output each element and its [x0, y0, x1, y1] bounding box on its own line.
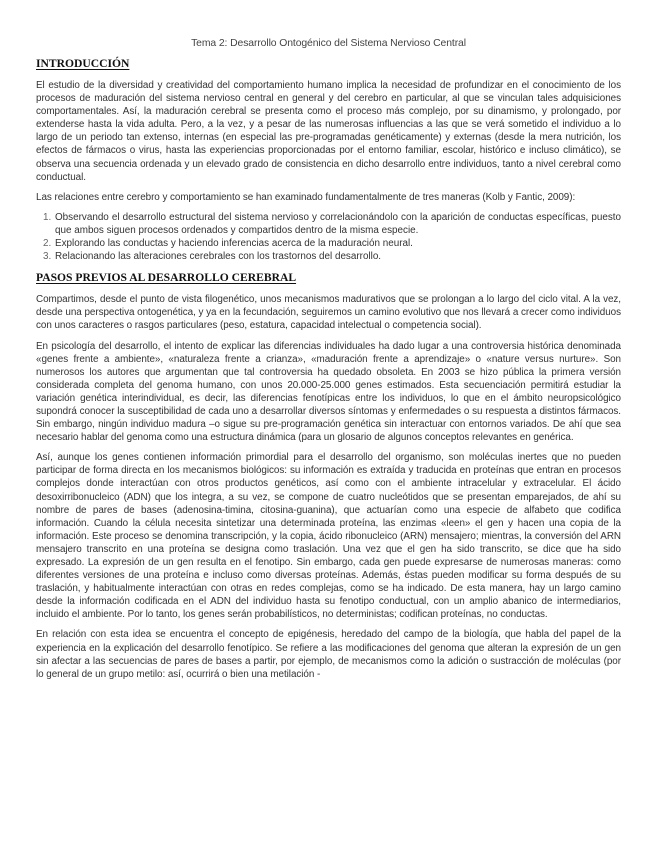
paragraph: Las relaciones entre cerebro y comportamiento se han examinado fundamentalmente de tres maneras (Kolb y Fantic, 2009):: [36, 191, 576, 203]
list-item: 1. Observando el desarrollo estructural del sistema nervioso y correlacionándolo con la aparición de conductas específicas, puesto que ambos siguen procesos ordenados y compartidos dentro de la misma especie.: [54, 211, 621, 237]
paragraph: En psicología del desarrollo, el intento de explicar las diferencias individuales ha dado lugar a una controversia histórica denominada «genes frente a ambiente», «naturaleza frente a crianza», «maduración frente a aprendizaje» o «nature versus nurture». Son numerosos los autores que argumentan que tal controversia ha quedado obsoleta. En 2003 se hizo pública la primera versión considerada completa del genoma humano, con unos 20.000-25.000 genes estimados. Esta secuenciación permitirá estudiar la variación genética interindividual, es decir, las diferencias fenotípicas entre los individuos, lo que en el ámbito neuropsicológico supondrá conocer la susceptibilidad de cada uno a desarrollar diversos síntomas y enfermedades o su respuesta a distintos fármacos. Sin embargo, ningún individuo madura –o sigue su pre-programación genética sin interactuar con entornos variados. De ahí que sea necesario hablar del genoma como una estructura dinámica (para un glosario de algunos conceptos relevantes en genérica.: [36, 340, 621, 444]
paragraph: Compartimos, desde el punto de vista filogenético, unos mecanismos madurativos que se prolongan a lo largo del ciclo vital. A la vez, desde una perspectiva ontogenética, y ya en la fecundación, seguiremos un camino evolutivo que nos llevará a crecer como individuos con unos caracteres o rasgos particulares (peso, estatura, capacidad intelectual o competencia social).: [36, 294, 621, 332]
running-header: Tema 2: Desarrollo Ontogénico del Sistema Nervioso Central: [191, 38, 466, 49]
section-heading-pasos-previos: PASOS PREVIOS AL DESARROLLO CEREBRAL: [36, 271, 297, 285]
paragraph: En relación con esta idea se encuentra el concepto de epigénesis, heredado del campo de la biología, que habla del papel de la experiencia en la explicación del desarrollo fenotípico. Se refiere a las modificaciones del genoma que alteran la expresión de un gen sin afectar a las secuencias de pares de bases a partir, por ejemplo, de mecanismos como la adición o sustracción de moléculas (por lo general de un grupo metilo: así, ocurrirá o bien una metilación -: [36, 629, 621, 680]
list-item: 3. Relacionando las alteraciones cerebrales con los trastornos del desarrollo.: [54, 250, 621, 263]
numbered-list: [36, 211, 621, 263]
section-heading-introduccion: INTRODUCCIÓN: [36, 57, 130, 70]
list-item: 2. Explorando las conductas y haciendo inferencias acerca de la maduración neural.: [54, 237, 621, 250]
paragraph: Así, aunque los genes contienen información primordial para el desarrollo del organismo, son moléculas inertes que no pueden participar de forma directa en los mecanismos biológicos: su información es extraída y traducida en proteínas que entran en procesos complejos donde interactúan con otros productos genéticos, así como con el ambiente intracelular y extracelular. El ácido desoxirribonucleico (ADN) que los integra, a su vez, se compone de cuatro nucleótidos que se presentan emparejados, de ahí su nombre de pares de bases (adenosina-timina, citosina-guanina), que actuarían como una especie de alfabeto que codifica información. Cuando la célula necesita sintetizar una determinada proteína, las enzimas «leen» el gen y hacen una copia de la información. Este proceso se denomina transcripción, y la copia, ácido ribonucleico (ARN) mensajero; mientras, la conversión del ARN mensajero transcrito en una proteína se designa como traslación. Una vez que el gen ha sido transcrito, se dice que ha sido expresado. La expresión de un gen resulta en el fenotipo. Sin embargo, cada gen puede expresarse de numerosas maneras: como diferentes versiones de una proteína e incluso como diversas proteínas. Además, éstas pueden modificar su forma después de su traslación, y habitualmente interactúan con otras en redes complejas, como se ha indicado. De esta manera, hay un largo camino desde la información codificada en el ADN del individuo hasta su fenotipo conductual, con un amplio abanico de intermediarios, incluido el ambiente. Por lo tanto, los genes serán probabilísticos, no deterministas; codifican proteínas, no conductas.: [36, 452, 621, 621]
paragraph: El estudio de la diversidad y creatividad del comportamiento humano implica la necesidad de profundizar en el conocimiento de los procesos de maduración del sistema nervioso central en general y del cerebro en particular, al que se vinculan tales adquisiciones comportamentales. Así, la maduración cerebral se presenta como el proceso más complejo, por su dinamismo, y prolongado, por extenderse hasta la vida adulta. Pero, a la vez, y a pesar de las numerosas influencias a las que se verá sometido el individuo a lo largo de un periodo tan extenso, internas (en especial las pre-programadas genéticamente) y externas (desde la mera nutrición, los efectos de fármacos o virus, hasta las experiencias proporcionadas por el entorno familiar, escolar, histórico e incluso climático), se observa una secuencia ordenada y un elevado grado de consistencia en dicho desarrollo entre individuos, tanto a nivel cerebral como conductual.: [36, 80, 621, 183]
